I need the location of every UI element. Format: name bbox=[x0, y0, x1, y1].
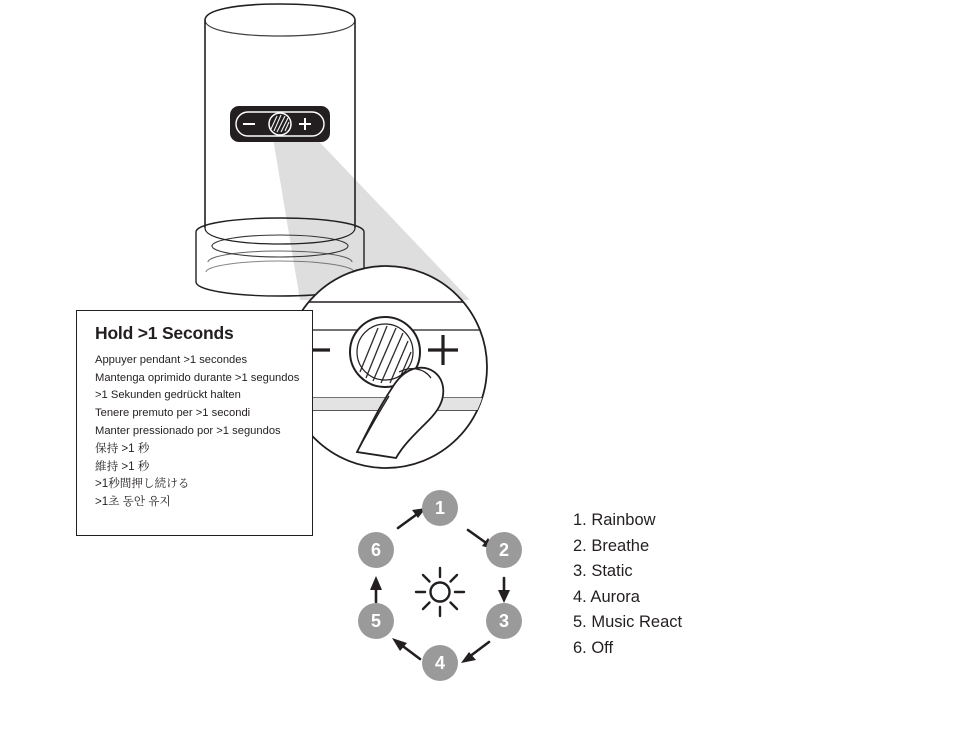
cycle-node-6: 6 bbox=[358, 532, 394, 568]
brightness-sun-icon bbox=[413, 565, 467, 619]
magnified-detail bbox=[285, 266, 487, 468]
list-item: 2. Breathe bbox=[573, 536, 650, 555]
cycle-node-2: 2 bbox=[486, 532, 522, 568]
callout-translation-list bbox=[95, 352, 300, 510]
list-item: Manter pressionado por >1 segundos bbox=[95, 424, 281, 437]
list-item: Tenere premuto per >1 secondi bbox=[95, 407, 251, 420]
mode-cycle-diagram bbox=[345, 490, 535, 690]
list-item: 5. Music React bbox=[573, 613, 683, 632]
list-item: 維持 >1 秒 bbox=[95, 459, 150, 473]
hold-instruction-callout bbox=[76, 310, 313, 536]
list-item: 保持 >1 秒 bbox=[95, 442, 150, 456]
list-item: Appuyer pendant >1 secondes bbox=[95, 354, 248, 367]
list-item: >1秒間押し続ける bbox=[95, 477, 190, 491]
list-item: 6. Off bbox=[573, 638, 614, 657]
cycle-node-5: 5 bbox=[358, 603, 394, 639]
mode-legend bbox=[573, 508, 823, 662]
cycle-node-1: 1 bbox=[422, 490, 458, 526]
list-item: 3. Static bbox=[573, 562, 633, 581]
cycle-node-4: 4 bbox=[422, 645, 458, 681]
list-item: >1 Sekunden gedrückt halten bbox=[95, 389, 241, 402]
list-item: Mantenga oprimido durante >1 segundos bbox=[95, 371, 300, 384]
callout-title: Hold >1 Seconds bbox=[95, 323, 234, 343]
device-control-strip bbox=[230, 106, 330, 142]
list-item: 1. Rainbow bbox=[573, 511, 656, 529]
list-item: >1초 동안 유지 bbox=[95, 495, 171, 508]
list-item: 4. Aurora bbox=[573, 587, 640, 606]
cycle-node-3: 3 bbox=[486, 603, 522, 639]
